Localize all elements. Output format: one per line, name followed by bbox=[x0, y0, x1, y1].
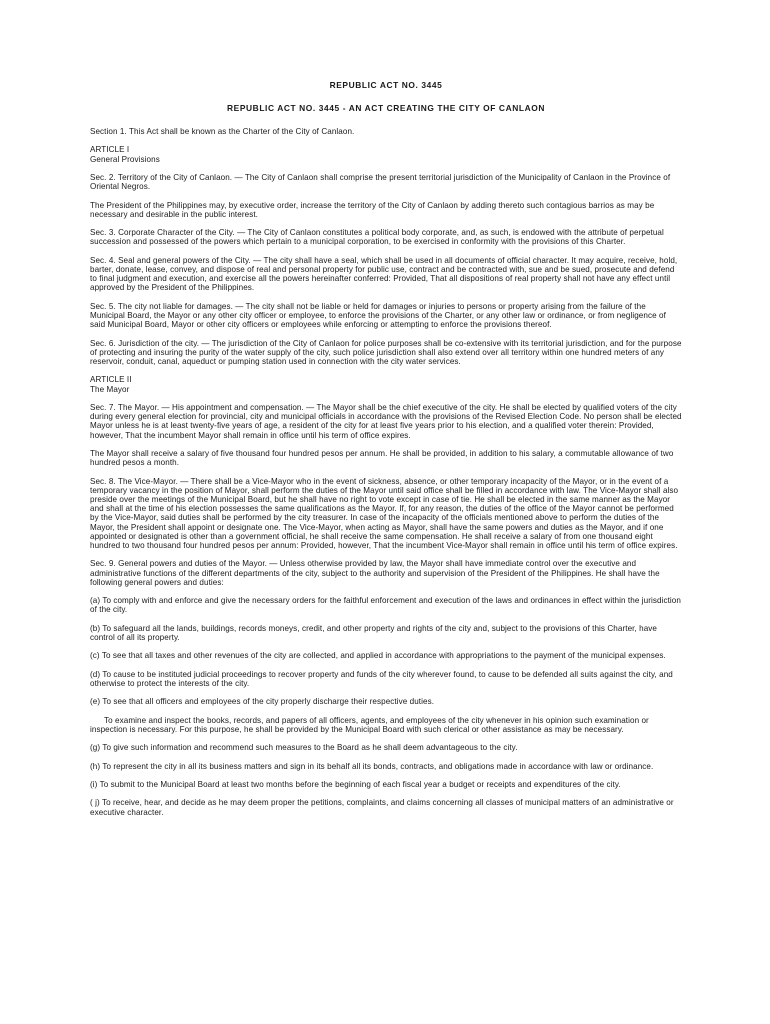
section-1: Section 1. This Act shall be known as the Charter of the City of Canlaon. bbox=[90, 127, 355, 136]
section-4: Sec. 4. Seal and general powers of the City. — The city shall have a seal, which shall be used in all documents of official character. It may acquire, receive, hold, barter, donate, lease, convey, and dispose of real and personal property for public use, contract and be contracted with, sue and be sued, prosecute and defend to final judgment and execution, and exercise all the powers hereinafter conferred: Provided, That all dispositions of real property shall not have any effect until approved by the President of the Philippines. bbox=[90, 255, 678, 293]
item-e: (e) To see that all officers and employees of the city properly discharge their respective duties. bbox=[90, 697, 435, 707]
document-title: REPUBLIC ACT NO. 3445 bbox=[329, 80, 443, 90]
section-5: Sec. 5. The city not liable for damages. — The city shall not be liable or held for damages or injuries to persons or property arising from the failure of the Municipal Board, the Mayor or any other city officer or employee, to enforce the provisions of the Charter, or any other law or ordinance, or from negligence of said Municipal Board, Mayor or other city officers or employees while enforcing or attempting to enforce the provisions thereof. bbox=[90, 301, 666, 330]
article-2-heading bbox=[90, 375, 682, 393]
article-2-name: The Mayor bbox=[90, 384, 130, 394]
section-8: Sec. 8. The Vice-Mayor. — There shall be a Vice-Mayor who in the event of sickness, absence, or other temporary incapacity of the Mayor, or in the event of a temporary vacancy in the position of Mayor, shall perform the duties of the Mayor until said office shall be filled in accordance with law. The Vice-Mayor shall also preside over the meetings of the Municipal Board, but he shall have no right to vote except in case of tie. He shall be elected in the same manner as the Mayor and shall at the time of his election possesses the same qualifications as the Mayor. If, for any reason, the duties of the office of the Mayor cannot be performed by the Vice-Mayor, said duties shall be performed by the city treasurer. In case of the incapacity of the officials mentioned above to perform the duties of the Mayor, the President shall appoint or designate one. The Vice-Mayor, when acting as Mayor, shall have the same powers and duties as the Mayor, and if one appointed or designated is other than a government official, he shall receive the same compensation. He shall receive a salary of from one thousand eight hundred to two thousand four hundred pesos per annum: Provided, however, That the incumbent Vice-Mayor shall remain in office until his term of office expires. bbox=[90, 476, 679, 550]
section-7-paragraph-2: The Mayor shall receive a salary of five thousand four hundred pesos per annum. He shall be provided, in addition to his salary, a commutable allowance of two hundred pesos a month. bbox=[90, 448, 674, 468]
section-2: Sec. 2. Territory of the City of Canlaon. — The City of Canlaon shall comprise the present territorial jurisdiction of the Municipality of Canlaon in the Province of Oriental Negros. bbox=[90, 172, 671, 192]
item-i: (i) To submit to the Municipal Board at least two months before the beginning of each fiscal year a budget or receipts and expenditures of the city. bbox=[90, 780, 621, 790]
section-6: Sec. 6. Jurisdiction of the city. — The jurisdiction of the City of Canlaon for police purposes shall be co-extensive with its territorial jurisdiction, and for the purpose of protecting and insuring the purity of the water supply of the city, such police jurisdiction shall also extend over all territory within one hundred meters of any reservoir, conduit, canal, aqueduct or pumping station used in connection with the city water services. bbox=[90, 338, 682, 366]
item-d: (d) To cause to be instituted judicial proceedings to recover property and funds of the city wherever found, to cause to be defended all suits against the city, and otherwise to protect the interests of the city. bbox=[90, 669, 673, 688]
article-2-title: ARTICLE II bbox=[90, 375, 132, 385]
item-b: (b) To safeguard all the lands, buildings, records moneys, credit, and other property and rights of the city and, subject to the provisions of this Charter, have control of all its property. bbox=[90, 623, 658, 642]
article-1-heading bbox=[90, 145, 682, 163]
section-9: Sec. 9. General powers and duties of the Mayor. — Unless otherwise provided by law, the Mayor shall have immediate control over the executive and administrative functions of the different departments of the city, subject to the authority and supervision of the President of the Philippines. He shall have the following general powers and duties: bbox=[90, 559, 660, 587]
document-body bbox=[90, 127, 682, 817]
item-a: (a) To comply with and enforce and give the necessary orders for the faithful enforcement and execution of the laws and ordinances in effect within the jurisdiction of the city. bbox=[90, 596, 681, 615]
section-2-paragraph-2: The President of the Philippines may, by executive order, increase the territory of the City of Canlaon by adding thereto such contagious barrios as may be necessary and desirable in the public interest. bbox=[90, 200, 655, 219]
article-1-title: ARTICLE I bbox=[90, 145, 130, 155]
section-7: Sec. 7. The Mayor. — His appointment and compensation. — The Mayor shall be the chief executive of the city. He shall be elected by qualified voters of the city during every general election for provincial, city and municipal officials in accordance with the provisions of the Revised Election Code. No person shall be elected Mayor unless he is at least twenty-five years of age, a resident of the city for at least five years prior to his election, and a qualified voter therein: Provided, however, That the incumbent Mayor shall remain in office until his term of office expires. bbox=[90, 402, 682, 440]
article-1-name: General Provisions bbox=[90, 154, 160, 164]
item-c: (c) To see that all taxes and other revenues of the city are collected, and applied in accordance with appropriations to the payment of the municipal expenses. bbox=[90, 651, 666, 661]
section-3: Sec. 3. Corporate Character of the City. — The City of Canlaon constitutes a political body corporate, and, as such, is endowed with the attribute of perpetual succession and possessed of the powers which pertain to a municipal corporation, to be exercised in conformity with the provisions of this Charter. bbox=[90, 228, 664, 247]
document-subtitle: REPUBLIC ACT NO. 3445 - AN ACT CREATING THE CITY OF CANLAON bbox=[227, 103, 545, 113]
item-g: (g) To give such information and recommend such measures to the Board as he shall deem advantageous to the city. bbox=[90, 743, 518, 753]
item-h: (h) To represent the city in all its business matters and sign in its behalf all its bonds, contracts, and obligations made in accordance with law or ordinance. bbox=[90, 761, 654, 771]
item-j: ( j) To receive, hear, and decide as he may deem proper the petitions, complaints, and claims concerning all classes of municipal matters of an administrative or executive character. bbox=[90, 798, 674, 817]
item-f: To examine and inspect the books, records, and papers of all officers, agents, and employees of the city whenever in his opinion such examination or inspection is necessary. For this purpose, he shall be provided by the Municipal Board with such clerical or other assistance as may be necessary. bbox=[90, 715, 649, 734]
